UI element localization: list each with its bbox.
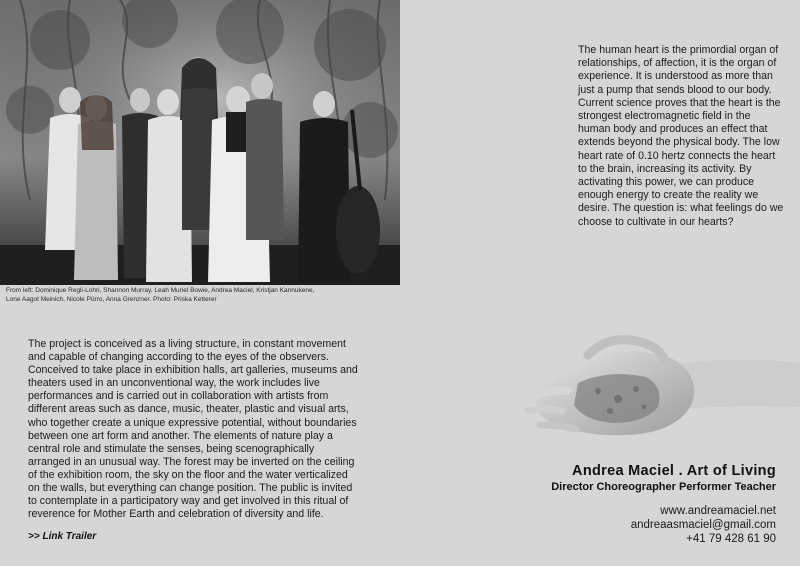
contact-website[interactable]: www.andreamaciel.net xyxy=(660,505,776,517)
contact-roles: Director Choreographer Performer Teacher xyxy=(551,481,776,493)
contact-block xyxy=(551,462,776,546)
group-photo-performers-forest-icon xyxy=(0,0,400,285)
photo-caption-line-1: From left: Dominique Regli-Lohri, Shannon Murray, Leah Muriel Bowie, Andrea Maciel, Kristjan Kannukene, xyxy=(6,287,315,294)
contact-email[interactable]: andreaasmaciel@gmail.com xyxy=(630,519,776,531)
contact-name: Andrea Maciel . Art of Living xyxy=(572,463,776,479)
group-photo xyxy=(0,0,400,285)
hands-image xyxy=(518,325,800,445)
contact-phone: +41 79 428 61 90 xyxy=(686,533,776,545)
photo-caption xyxy=(6,286,398,304)
heart-paragraph: The human heart is the primordial organ of relationships, of affection, it is the organ of experience. It is understood as more than just a pump that sends blood to our body. Current science proves that the heart is the strongest electromagnetic field in the human body and produces an effect that extends beyond the physical body. The low heart rate of 0.10 hertz connects the heart to the brain, increasing its activity. By activating this power, we can produce enough energy to create the reality we desire. The question is: what feelings do we choose to cultivate in our hearts? xyxy=(578,44,784,228)
project-paragraph: The project is conceived as a living structure, in constant movement and capable of changing according to the eyes of the observers. Conceived to take place in exhibition halls, art galleries, museums and theaters used in an unconventional way, the work includes live performances and is carried out in collaboration with artists from different areas such as dance, music, theater, plastic and visual arts, who together create a unique expressive potential, without boundaries between one art form and another. The elements of nature play a central role and stimulate the senses, being scenographically arranged in an unusual way. The forest may be inverted on the ceiling of the exhibition room, the sky on the floor and the water verticalized on the walls, but everything can change position. The public is invited to contemplate in a participatory way and get involved in this ritual of reverence for Mother Earth and celebration of diversity and life. xyxy=(28,338,358,521)
clasped-hands-image-icon xyxy=(518,325,800,445)
link-trailer[interactable]: >> Link Trailer xyxy=(28,531,97,542)
photo-caption-line-2: Lone Aagot Meinich, Nicole Pürro, Anna Grenzner. Photo: Priska Ketterer xyxy=(6,296,217,303)
